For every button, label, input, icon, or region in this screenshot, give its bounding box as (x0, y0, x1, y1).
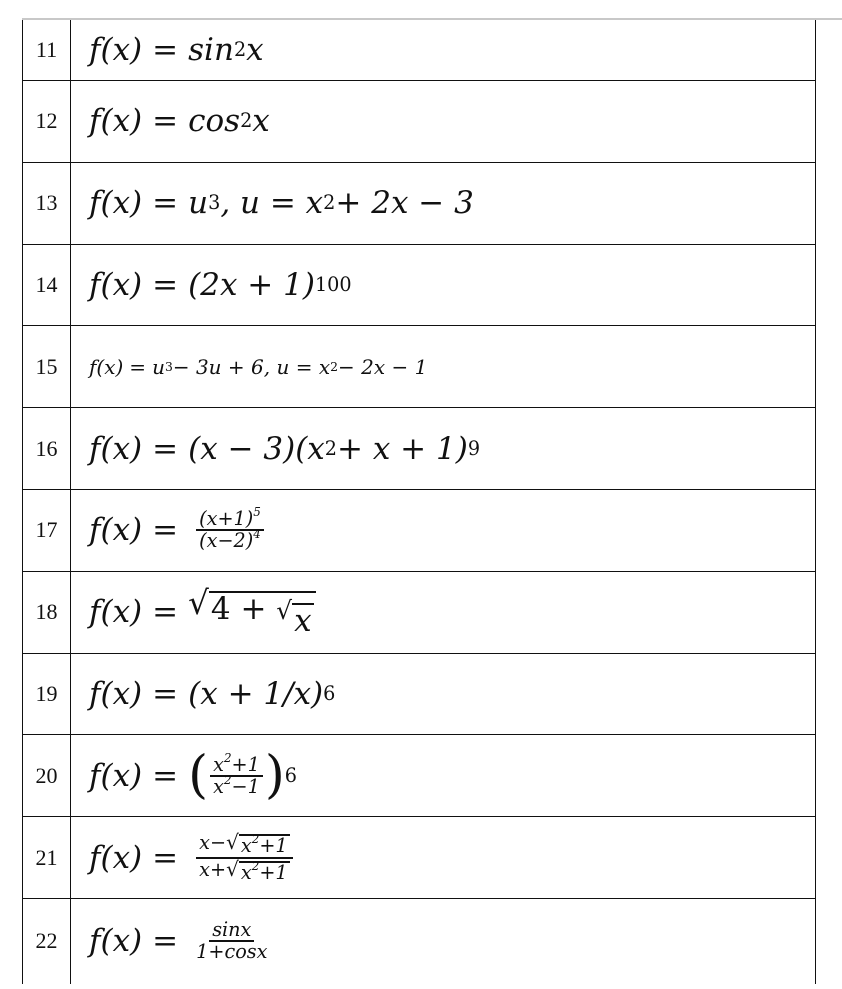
formula-tail: x (252, 103, 270, 140)
formula (71, 899, 815, 984)
formula-lhs: f(x) (89, 354, 124, 379)
formula-lhs: f(x) (89, 103, 143, 140)
row-number: 12 (23, 81, 71, 162)
radicand-text: x (240, 834, 252, 858)
numerator-tail: +1 (231, 752, 260, 776)
radicand (239, 858, 290, 884)
equals-sign: = (152, 675, 179, 712)
row-number: 16 (23, 408, 71, 489)
formula-lhs: f(x) (89, 923, 143, 960)
equals-sign: = (129, 354, 147, 379)
radical-sign: √ (276, 595, 293, 625)
fraction-numerator (210, 750, 263, 777)
table-row (23, 735, 815, 817)
inner-radicand: x (294, 602, 312, 639)
exponent: 2 (251, 858, 260, 873)
table-row (23, 245, 815, 327)
formula: f(x) = (x − 3)(x 2 + x + 1) 9 (89, 430, 481, 467)
exponent: 2 (251, 832, 260, 847)
table-row (23, 81, 815, 163)
radicand-text: x (240, 860, 252, 884)
formula-rhs: (x + 1/x) (188, 675, 324, 712)
row-number: 17 (23, 490, 71, 571)
exponent: 5 (253, 505, 261, 520)
row-number: 14 (23, 245, 71, 326)
equals-sign: = (152, 185, 179, 222)
row-number: 11 (23, 20, 71, 80)
fraction (196, 920, 267, 962)
formula-lhs: f(x) (89, 266, 143, 303)
formula-lhs: f(x) (89, 757, 143, 794)
row-number: 19 (23, 654, 71, 735)
table-row (23, 817, 815, 899)
radical-sign: √ (226, 856, 239, 881)
radicand-tail: +1 (259, 834, 288, 858)
denominator-text: (x−2) (199, 529, 254, 553)
radicand-text: 4 + (210, 590, 277, 627)
formula-lhs: f(x) (89, 594, 143, 631)
table-row (23, 163, 815, 245)
formula (71, 817, 815, 898)
formula-tail: + 2x − 3 (335, 185, 474, 222)
formula: f(x) = u 3 , u = x 2 + 2x − 3 (89, 185, 474, 222)
fraction (210, 750, 263, 798)
fraction-numerator (196, 832, 293, 858)
radicand (209, 591, 316, 638)
formula-rhs: sin (188, 32, 234, 68)
exponent: 2 (223, 772, 232, 787)
formula-rhs: (2x + 1) (188, 266, 315, 303)
formula: f(x) = sin 2 x (89, 32, 264, 68)
denominator-text: x (213, 774, 224, 798)
equals-sign: = (152, 923, 179, 960)
equals-sign: = (152, 757, 179, 794)
table-row (23, 408, 815, 490)
square-root (226, 832, 290, 856)
table-row (23, 572, 815, 654)
radicand (239, 834, 290, 856)
fraction-denominator (213, 772, 260, 798)
formula-rhs: (x − 3)(x (188, 430, 325, 467)
formula-tail: + x + 1) (337, 430, 468, 467)
formula: f(x) = (x + 1/x) 6 (89, 675, 336, 712)
equals-sign: = (152, 266, 179, 303)
table-row (23, 20, 815, 81)
fraction (196, 832, 293, 882)
row-number: 21 (23, 817, 71, 898)
formula-lhs: f(x) (89, 839, 143, 876)
square-root (188, 583, 315, 639)
fraction-denominator: 1+cosx (196, 940, 268, 964)
formula-lhs: f(x) (89, 675, 143, 712)
formula: f(x) = (2x + 1) 100 (89, 266, 352, 303)
formula-lhs: f(x) (89, 512, 143, 549)
row-number: 13 (23, 163, 71, 244)
formula (71, 490, 815, 571)
left-paren: ( (188, 746, 209, 806)
exercise-table (22, 20, 816, 984)
formula-lhs: f(x) (89, 430, 143, 467)
fraction-denominator (199, 527, 261, 553)
equals-sign: = (152, 512, 179, 549)
equals-sign: = (152, 430, 179, 467)
formula-tail: x (246, 32, 264, 68)
denominator-text: x+ (199, 857, 227, 881)
exponent: 2 (223, 750, 232, 765)
table-row (23, 899, 815, 984)
equals-sign: = (152, 594, 179, 631)
right-paren: ) (264, 746, 285, 806)
equals-sign: = (152, 32, 179, 68)
table-row (23, 490, 815, 572)
formula-rhs: cos (188, 103, 241, 140)
radical-sign: √ (188, 583, 209, 622)
table-row (23, 326, 815, 408)
table-row (23, 654, 815, 736)
formula-lhs: f(x) (89, 32, 143, 68)
formula: f(x) = cos 2 x (89, 103, 270, 140)
formula-tail: , u = x (220, 185, 324, 222)
row-number: 18 (23, 572, 71, 653)
square-root (226, 856, 290, 884)
numerator-text: x− (199, 831, 227, 855)
radicand-tail: +1 (259, 860, 288, 884)
formula-lhs: f(x) (89, 185, 143, 222)
formula-rhs: u (188, 185, 209, 222)
fraction (196, 505, 264, 553)
row-number: 22 (23, 899, 71, 984)
equals-sign: = (152, 839, 179, 876)
exponent: 4 (253, 527, 261, 542)
numerator-text: (x+1) (199, 507, 254, 531)
numerator-text: x (213, 752, 224, 776)
formula-rhs: u (152, 354, 165, 379)
formula: f(x) = u 3 − 3u + 6, u = x 2 − 2x − 1 (89, 354, 428, 379)
row-number: 20 (23, 735, 71, 816)
equals-sign: = (152, 103, 179, 140)
inner-square-root (276, 595, 313, 639)
formula (71, 572, 815, 653)
formula: f(x) = ( $\frac{x^2+1}{x^2-1}$ ) 6 (89, 746, 297, 806)
fraction-denominator (199, 856, 290, 884)
radical-sign: √ (226, 830, 239, 855)
fraction-numerator: sinx (209, 920, 254, 942)
formula-tail: − 2x − 1 (338, 354, 428, 379)
denominator-tail: −1 (231, 774, 260, 798)
row-number: 15 (23, 326, 71, 407)
formula-tail: − 3u + 6, u = x (172, 354, 331, 379)
